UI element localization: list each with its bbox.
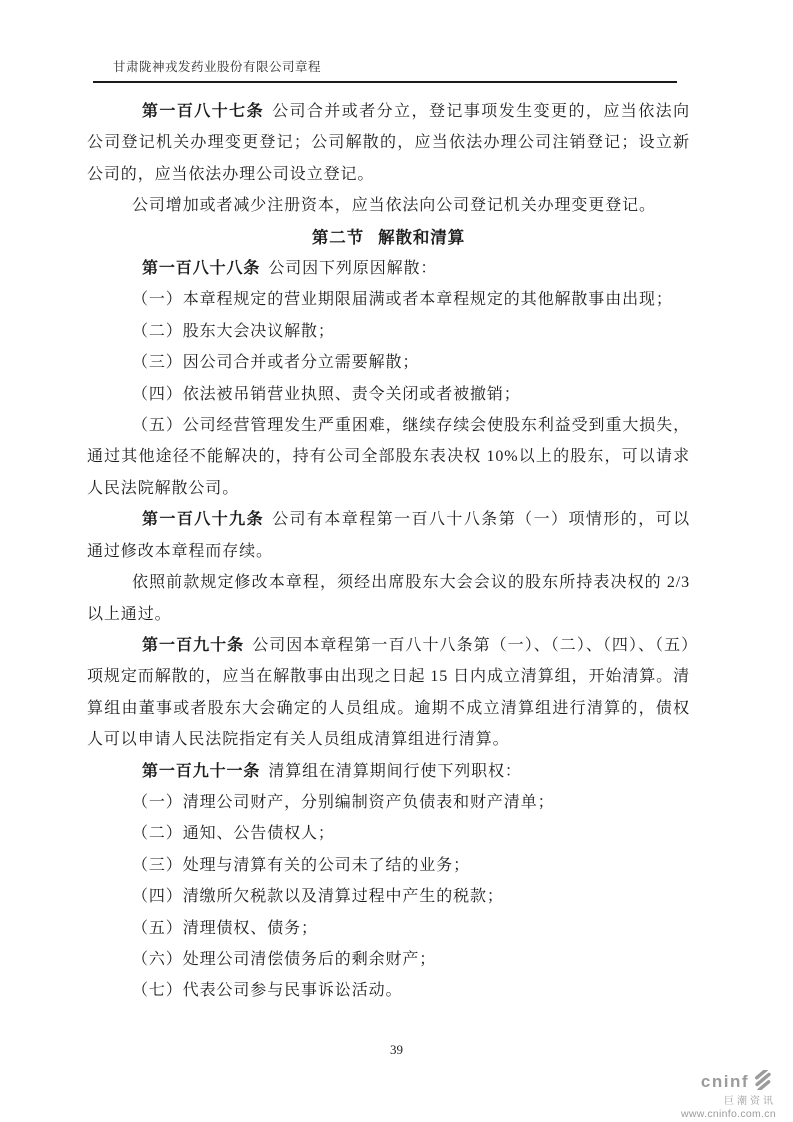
logo-name-text: 巨潮资讯 [724, 1095, 776, 1107]
list-item-paragraph: （一）本章程规定的营业期限届满或者本章程规定的其他解散事由出现； [132, 291, 673, 309]
article-number: 第一百八十七条 [142, 103, 265, 120]
article-paragraph: 第一百八十八条 公司因下列原因解散： [142, 260, 438, 278]
header-rule [93, 81, 677, 83]
page-number: 39 [390, 1042, 403, 1057]
article-number: 第一百八十八条 [142, 260, 261, 278]
paragraph: 公司增加或者减少注册资本，应当依法向公司登记机关办理变更登记。 [132, 197, 656, 215]
article-paragraph: 第一百九十一条 清算组在清算期间行使下列职权： [142, 762, 522, 780]
list-item-paragraph: （六）处理公司清偿债务后的剩余财产； [132, 950, 437, 968]
article-number: 第一百九十一条 [142, 762, 261, 780]
logo-brand-text: cninf [700, 1071, 749, 1091]
list-item-paragraph: （三）处理与清算有关的公司未了结的业务； [132, 856, 471, 874]
list-item-paragraph: （二）股东大会决议解散； [132, 322, 335, 340]
logo-row [701, 1070, 776, 1095]
cninfo-logo [681, 1070, 776, 1120]
list-item-paragraph: （五）清理债权、债务； [132, 919, 318, 937]
section-number: 第二节 [311, 227, 365, 247]
list-item-paragraph: （二）通知、公告债权人； [132, 825, 335, 843]
article-paragraph: 第一百八十九条 公司有本章程第一百八十八条第（一）项情形的，可以通过修改本章程而存续。 [87, 511, 690, 560]
logo-url-text: www.cninfo.com.cn [681, 1107, 776, 1120]
article-number: 第一百八十九条 [142, 511, 265, 529]
list-item-paragraph: （七）代表公司参与民事诉讼活动。 [132, 982, 403, 1000]
list-item-paragraph: （四）依法被吊销营业执照、责令关闭或者被撤销； [132, 385, 521, 403]
header-title: 甘肃陇神戎发药业股份有限公司章程 [113, 60, 322, 74]
document-body [87, 96, 690, 1007]
list-item-paragraph: （五）公司经营管理发生严重困难，继续存续会使股东利益受到重大损失，通过其他途径不能解决的，持有公司全部股东表决权 10%以上的股东，可以请求人民法院解散公司。 [87, 417, 690, 497]
list-item-paragraph: （三）因公司合并或者分立需要解散； [132, 354, 420, 372]
article-paragraph: 第一百九十条 公司因本章程第一百八十八条第（一）、（二）、（四）、（五）项规定而解散的，应当在解散事由出现之日起 15 日内成立清算组，开始清算。清算组由董事或者股东大会确定的人员组成。逾期不成立清算组进行清算的，债权人可以申请人民法院指定有关人员组成清算组进行清算。 [87, 636, 690, 749]
section-heading: 第二节 解散和清算 [311, 227, 466, 247]
cninfo-swirl-icon [751, 1070, 776, 1095]
paragraph: 依照前款规定修改本章程，须经出席股东大会会议的股东所持表决权的 2/3 以上通过。 [87, 574, 690, 623]
article-paragraph: 第一百八十七条 公司合并或者分立，登记事项发生变更的，应当依法向公司登记机关办理变更登记；公司解散的，应当依法办理公司注销登记；设立新公司的，应当依法办理公司设立登记。 [87, 103, 690, 183]
list-item-paragraph: （一）清理公司财产，分别编制资产负债表和财产清单； [132, 793, 555, 811]
list-item-paragraph: （四）清缴所欠税款以及清算过程中产生的税款； [132, 888, 504, 906]
article-number: 第一百九十条 [142, 636, 245, 654]
